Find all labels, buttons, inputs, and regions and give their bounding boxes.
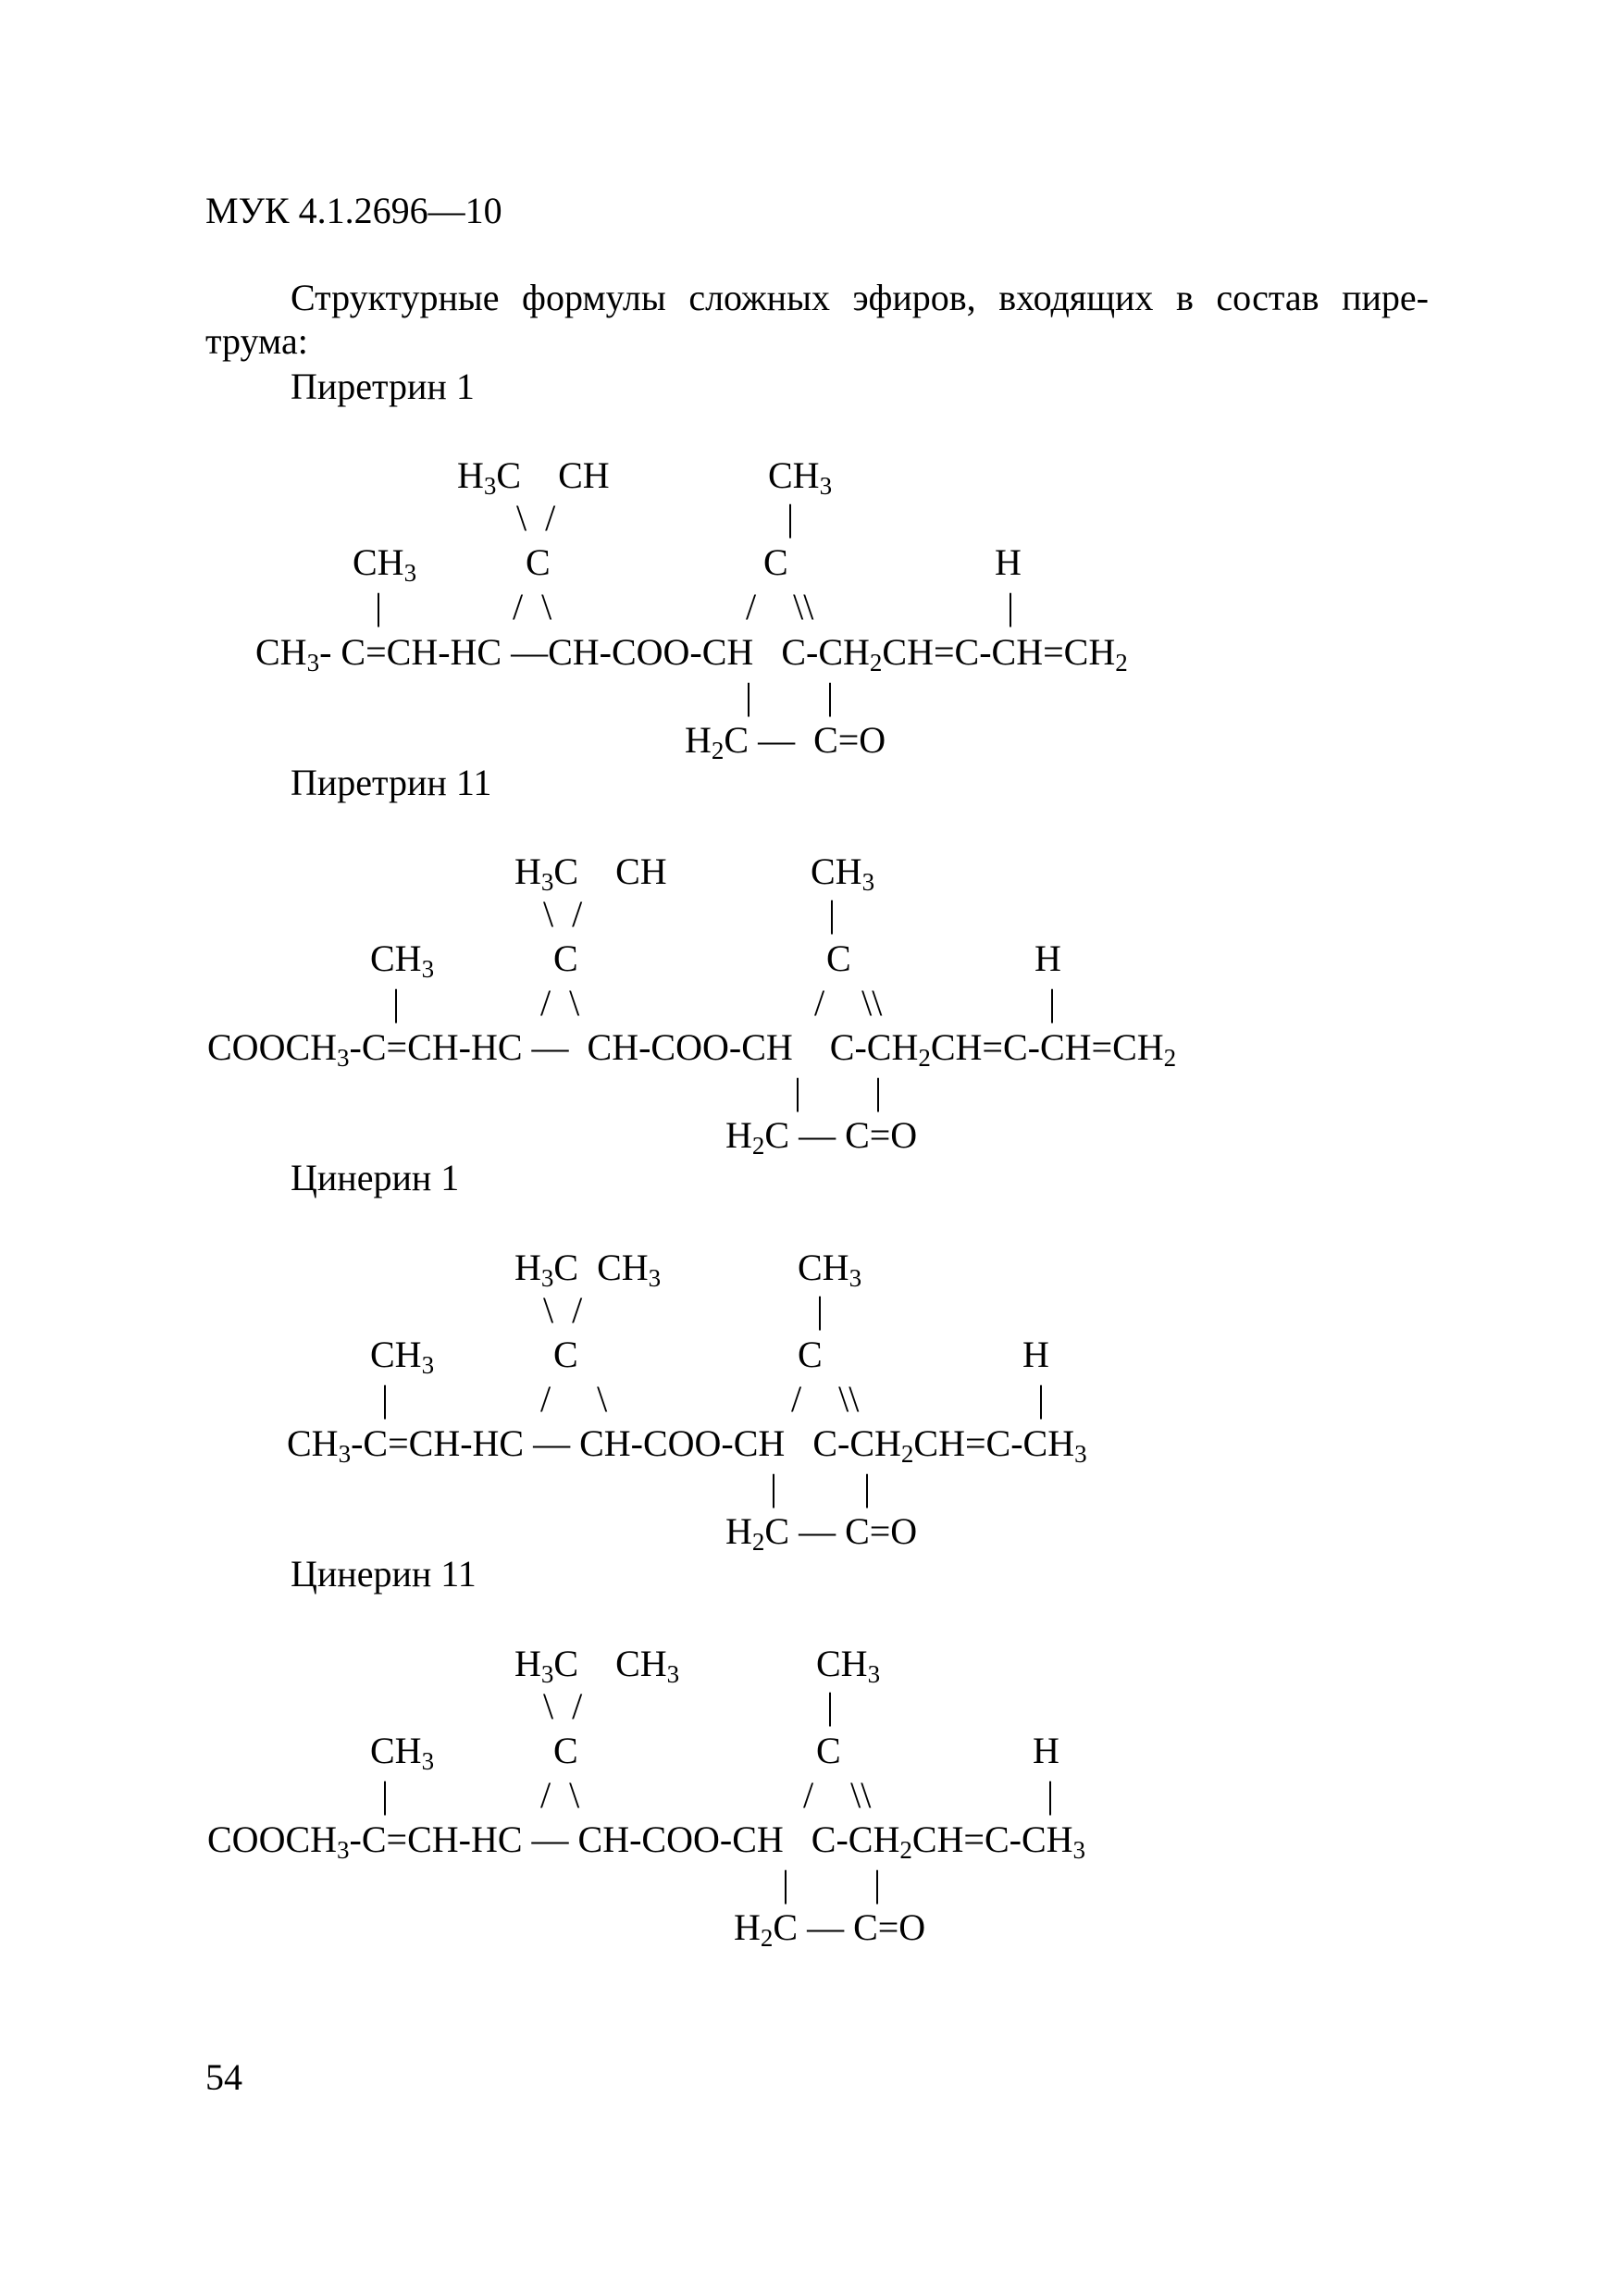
formula-line: | [816,1289,824,1331]
formula-line: / \ [540,1774,580,1816]
formula-main-chain: $COOCH_3-C=CH-HC$ — CH-COO-CH $C-CH_2CH=C-CH_3$ [207,1818,1086,1864]
formula-line: $H_2C$ — C=O [734,1906,926,1952]
formula-line: C [553,1334,578,1375]
formula-line: $H_2C$ — C=O [725,1114,918,1160]
formula-line: H [995,541,1022,583]
compound-name: Пиретрин 1 [291,366,475,407]
formula-line: \ / [543,1289,583,1331]
page-number: 54 [205,2056,242,2098]
compound-name: Пиретрин 11 [291,762,492,803]
formula-line: C [553,1730,578,1771]
formula-main-chain: $CH_3-C=CH-HC$ — CH-COO-CH $C-CH_2CH=C-CH_3$ [287,1422,1087,1468]
formula-line: / \\ [814,982,883,1024]
formula-line: / \\ [746,586,814,627]
formula-line: $H_2C$ — C=O [685,719,886,764]
formula-main-chain: $COOCH_3-C=CH-HC$ — CH-COO-CH $C-CH_2CH=C-CH=CH_2$ [207,1026,1177,1072]
formula-line: $CH_3$ [370,937,435,983]
formula-line: | [375,586,383,627]
formula-line: $H_2C$ — C=O [725,1510,918,1556]
formula-line: H [1033,1730,1059,1771]
formula-line: $CH_3$ [811,850,875,896]
formula-line: C [763,541,788,583]
formula-main-chain: $CH_3-$ C=CH-HC —CH-COO-CH $C-CH_2CH=C-CH=CH_2$ [255,631,1128,676]
formula-line: / \ [540,1378,608,1420]
formula-line: \ / [543,893,583,935]
formula-line: / \ [540,982,580,1024]
formula-line: | [381,1378,390,1420]
formula-line: C [816,1730,841,1771]
formula-line: C [826,937,851,979]
formula-line: $H_3C$ CH [457,454,610,500]
formula-line: $H_3C$ $CH_3$ [514,1643,680,1688]
formula-line: | [1037,1378,1046,1420]
formula-line: $CH_3$ [370,1334,435,1379]
formula-line: | [863,1467,872,1508]
formula-line: | [782,1863,790,1905]
compound-name: Цинерин 11 [291,1553,477,1595]
formula-line: | [1047,1774,1055,1816]
formula-line: \ / [543,1685,583,1727]
formula-line: $CH_3$ [768,454,833,500]
formula-line: | [873,1863,882,1905]
formula-line: | [787,497,795,539]
formula-line: / \ [513,586,552,627]
intro-paragraph: Структурные формулы сложных эфиров, входящих в состав пире-трума: [205,277,1429,362]
document-header: МУК 4.1.2696—10 [205,190,502,231]
formula-line: | [1007,586,1015,627]
formula-line: $CH_3$ [353,541,417,587]
formula-line: | [874,1071,883,1112]
formula-line: C [553,937,578,979]
formula-line: $H_3C$ $CH_3$ [514,1247,662,1292]
compound-name: Цинерин 1 [291,1157,460,1198]
formula-line: | [794,1071,802,1112]
formula-line: $H_3C$ CH [514,850,667,896]
formula-line: / \\ [791,1378,860,1420]
formula-line: | [828,893,836,935]
formula-line: $CH_3$ [798,1247,862,1292]
formula-line: H [1022,1334,1049,1375]
formula-line: | [1048,982,1057,1024]
formula-line: $CH_3$ [370,1730,435,1775]
formula-line: $CH_3$ [816,1643,881,1688]
formula-line: C [798,1334,823,1375]
formula-line: | [745,676,753,717]
formula-line: | [770,1467,778,1508]
formula-line: | [826,1685,835,1727]
formula-line: H [1035,937,1061,979]
formula-line: | [381,1774,390,1816]
formula-line: C [526,541,551,583]
formula-line: | [826,676,835,717]
formula-line: \ / [516,497,556,539]
formula-line: / \\ [803,1774,872,1816]
formula-line: | [392,982,401,1024]
